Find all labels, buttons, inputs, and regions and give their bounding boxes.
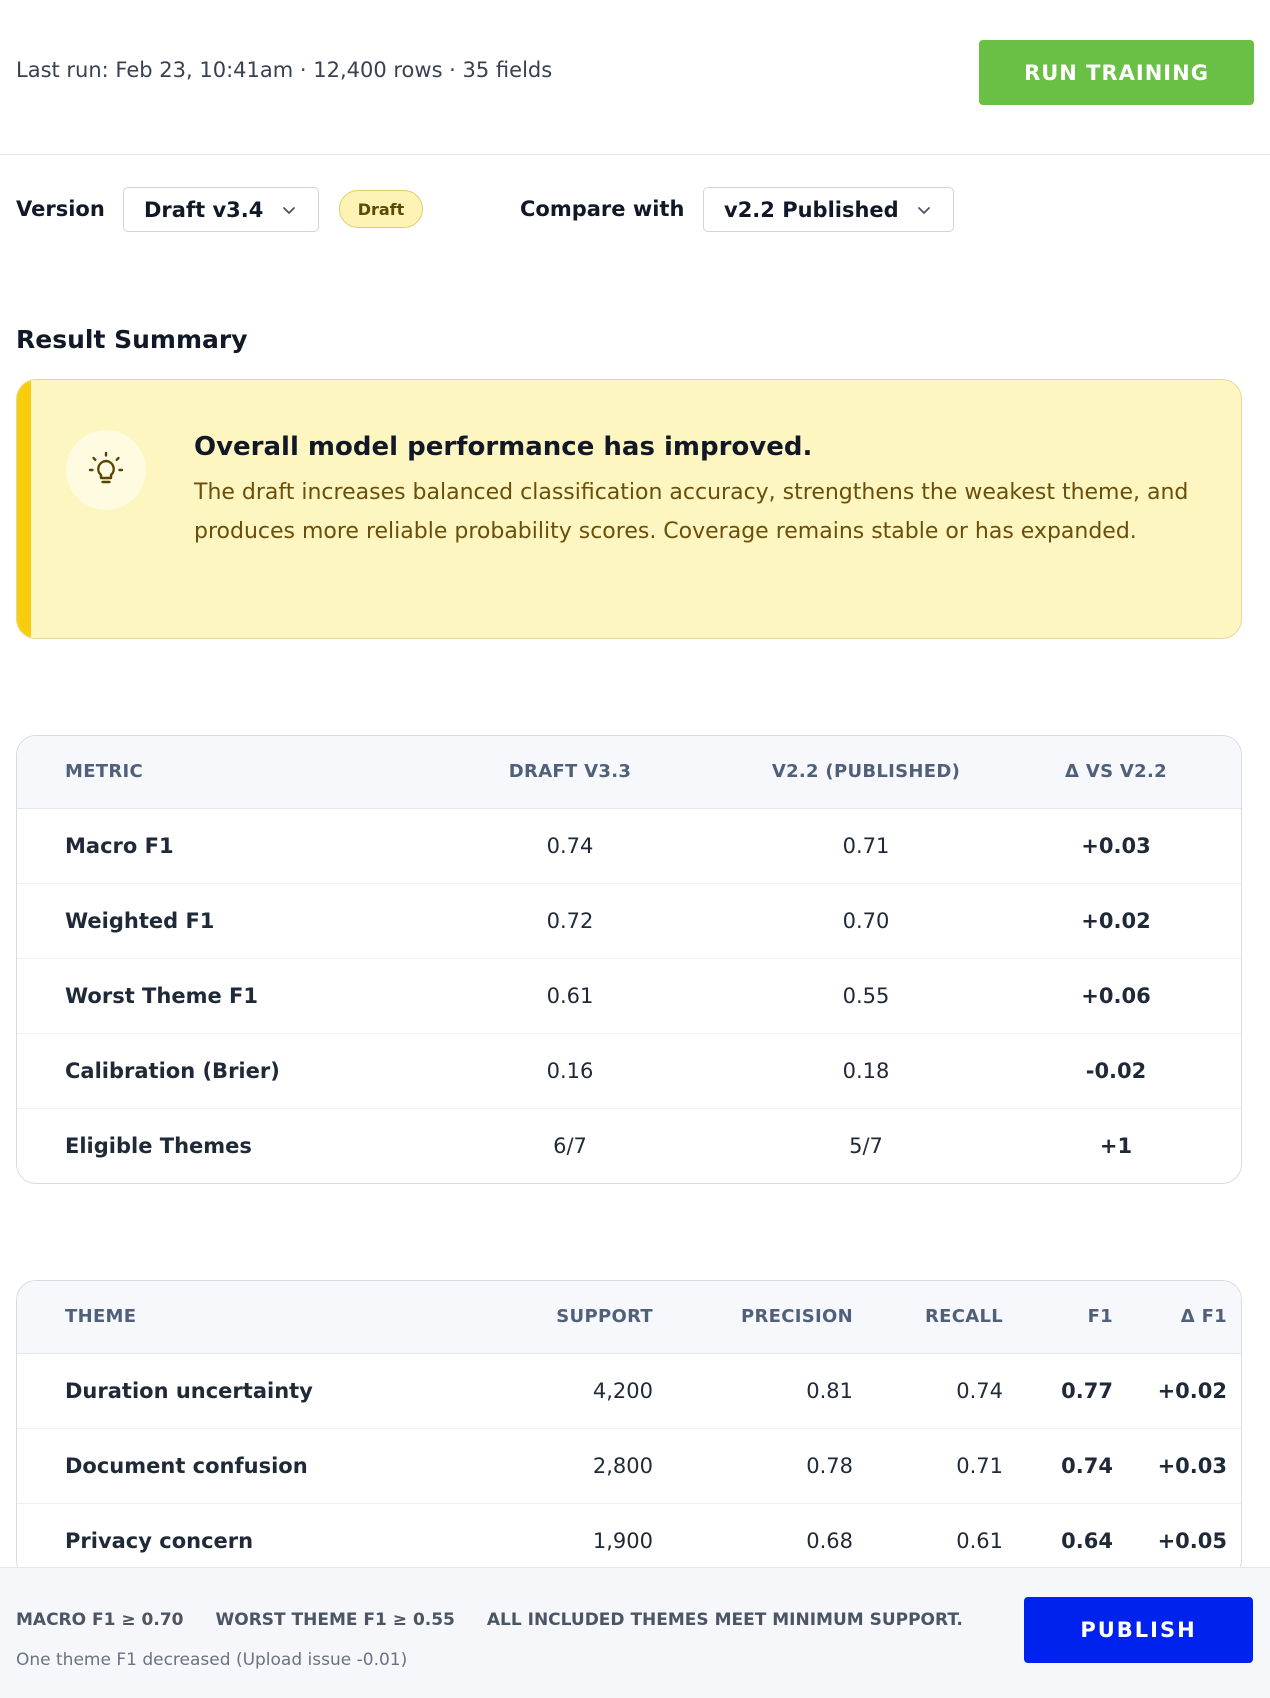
table-row: [17, 1108, 1242, 1183]
precision-value: 0.78: [653, 1428, 853, 1503]
f1-value: 0.74: [1003, 1428, 1113, 1503]
table-row: [17, 1033, 1242, 1108]
metric-name: Macro F1: [17, 808, 397, 883]
metric-name: Worst Theme F1: [17, 958, 397, 1033]
recall-value: 0.74: [853, 1353, 1003, 1428]
delta-f1-value: +0.02: [1113, 1353, 1242, 1428]
column-header-precision: PRECISION: [653, 1281, 853, 1353]
callout-headline: Overall model performance has improved.: [194, 432, 813, 462]
compare-label: Compare with: [520, 197, 685, 221]
precision-value: 0.81: [653, 1353, 853, 1428]
published-value: 5/7: [849, 1133, 883, 1158]
top-bar: [0, 0, 1270, 155]
metric-name: Weighted F1: [17, 883, 397, 958]
publish-criteria: [16, 1610, 963, 1630]
support-value: 4,200: [437, 1353, 653, 1428]
draft-value: 6/7: [553, 1133, 587, 1158]
published-value: 0.71: [743, 808, 989, 883]
delta-value: -0.02: [989, 1033, 1242, 1108]
table-row: [17, 808, 1242, 883]
column-header-delta-f1: Δ F1: [1113, 1281, 1242, 1353]
delta-value: +1: [1099, 1133, 1133, 1158]
draft-value: 0.61: [397, 958, 743, 1033]
publish-footer: [0, 1567, 1270, 1698]
metric-name: Eligible Themes: [65, 1133, 252, 1158]
draft-value: 0.16: [397, 1033, 743, 1108]
support-value: 1,900: [592, 1528, 653, 1553]
version-select[interactable]: [123, 187, 319, 232]
delta-value: +0.03: [989, 808, 1242, 883]
delta-f1-value: +0.05: [1157, 1528, 1227, 1553]
published-value: 0.70: [743, 883, 989, 958]
callout-accent-bar: [17, 380, 31, 638]
column-header-delta: Δ VS V2.2: [989, 736, 1242, 808]
column-header-theme: THEME: [17, 1281, 437, 1353]
metric-name: Calibration (Brier): [17, 1033, 397, 1108]
published-value: 0.18: [743, 1033, 989, 1108]
compare-select-value: v2.2 Published: [724, 197, 899, 222]
callout-body: The draft increases balanced classification accuracy, strengthens the weakest theme, and produces more reliable probability scores. Coverage remains stable or has expanded.: [194, 480, 1189, 544]
table-row: [17, 883, 1242, 958]
criterion-worst-theme-f1: WORST THEME F1 ≥ 0.55: [215, 1610, 455, 1630]
table-row: [17, 1428, 1242, 1503]
table-header-row: [17, 736, 1242, 808]
summary-callout: [16, 379, 1242, 639]
status-badge: Draft: [339, 190, 423, 228]
table-header-row: [17, 1281, 1242, 1353]
delta-f1-value: +0.03: [1113, 1428, 1242, 1503]
column-header-recall: RECALL: [853, 1281, 1003, 1353]
table-row: [17, 1353, 1242, 1428]
table-row: [17, 958, 1242, 1033]
lightbulb-icon: [84, 448, 128, 492]
column-header-published: V2.2 (PUBLISHED): [743, 736, 989, 808]
chevron-down-icon: [280, 201, 298, 219]
column-header-draft: DRAFT V3.3: [397, 736, 743, 808]
themes-table: [16, 1280, 1242, 1580]
section-title: Result Summary: [16, 325, 248, 354]
theme-name: Document confusion: [17, 1428, 437, 1503]
draft-value: 0.74: [397, 808, 743, 883]
recall-value: 0.71: [853, 1428, 1003, 1503]
theme-name: Duration uncertainty: [17, 1353, 437, 1428]
column-header-support: SUPPORT: [437, 1281, 653, 1353]
run-training-button[interactable]: RUN TRAINING: [979, 40, 1254, 105]
support-value: 2,800: [437, 1428, 653, 1503]
metrics-table: [16, 735, 1242, 1184]
footer-note: One theme F1 decreased (Upload issue -0.01): [16, 1650, 408, 1670]
delta-value: +0.02: [989, 883, 1242, 958]
lightbulb-icon-container: [66, 430, 146, 510]
theme-name: Privacy concern: [65, 1528, 254, 1553]
publish-button[interactable]: PUBLISH: [1024, 1597, 1253, 1663]
f1-value: 0.77: [1003, 1353, 1113, 1428]
delta-value: +0.06: [989, 958, 1242, 1033]
criterion-min-support: ALL INCLUDED THEMES MEET MINIMUM SUPPORT.: [486, 1610, 963, 1630]
published-value: 0.55: [743, 958, 989, 1033]
draft-value: 0.72: [397, 883, 743, 958]
last-run-info: Last run: Feb 23, 10:41am · 12,400 rows · 35 fields: [16, 58, 553, 82]
column-header-metric: METRIC: [17, 736, 397, 808]
compare-select[interactable]: [703, 187, 954, 232]
criterion-macro-f1: MACRO F1 ≥ 0.70: [16, 1610, 184, 1630]
version-select-value: Draft v3.4: [144, 197, 264, 222]
f1-value: 0.64: [1061, 1528, 1113, 1553]
version-label: Version: [16, 197, 105, 221]
column-header-f1: F1: [1003, 1281, 1113, 1353]
recall-value: 0.61: [956, 1528, 1003, 1553]
chevron-down-icon: [915, 201, 933, 219]
precision-value: 0.68: [806, 1528, 853, 1553]
